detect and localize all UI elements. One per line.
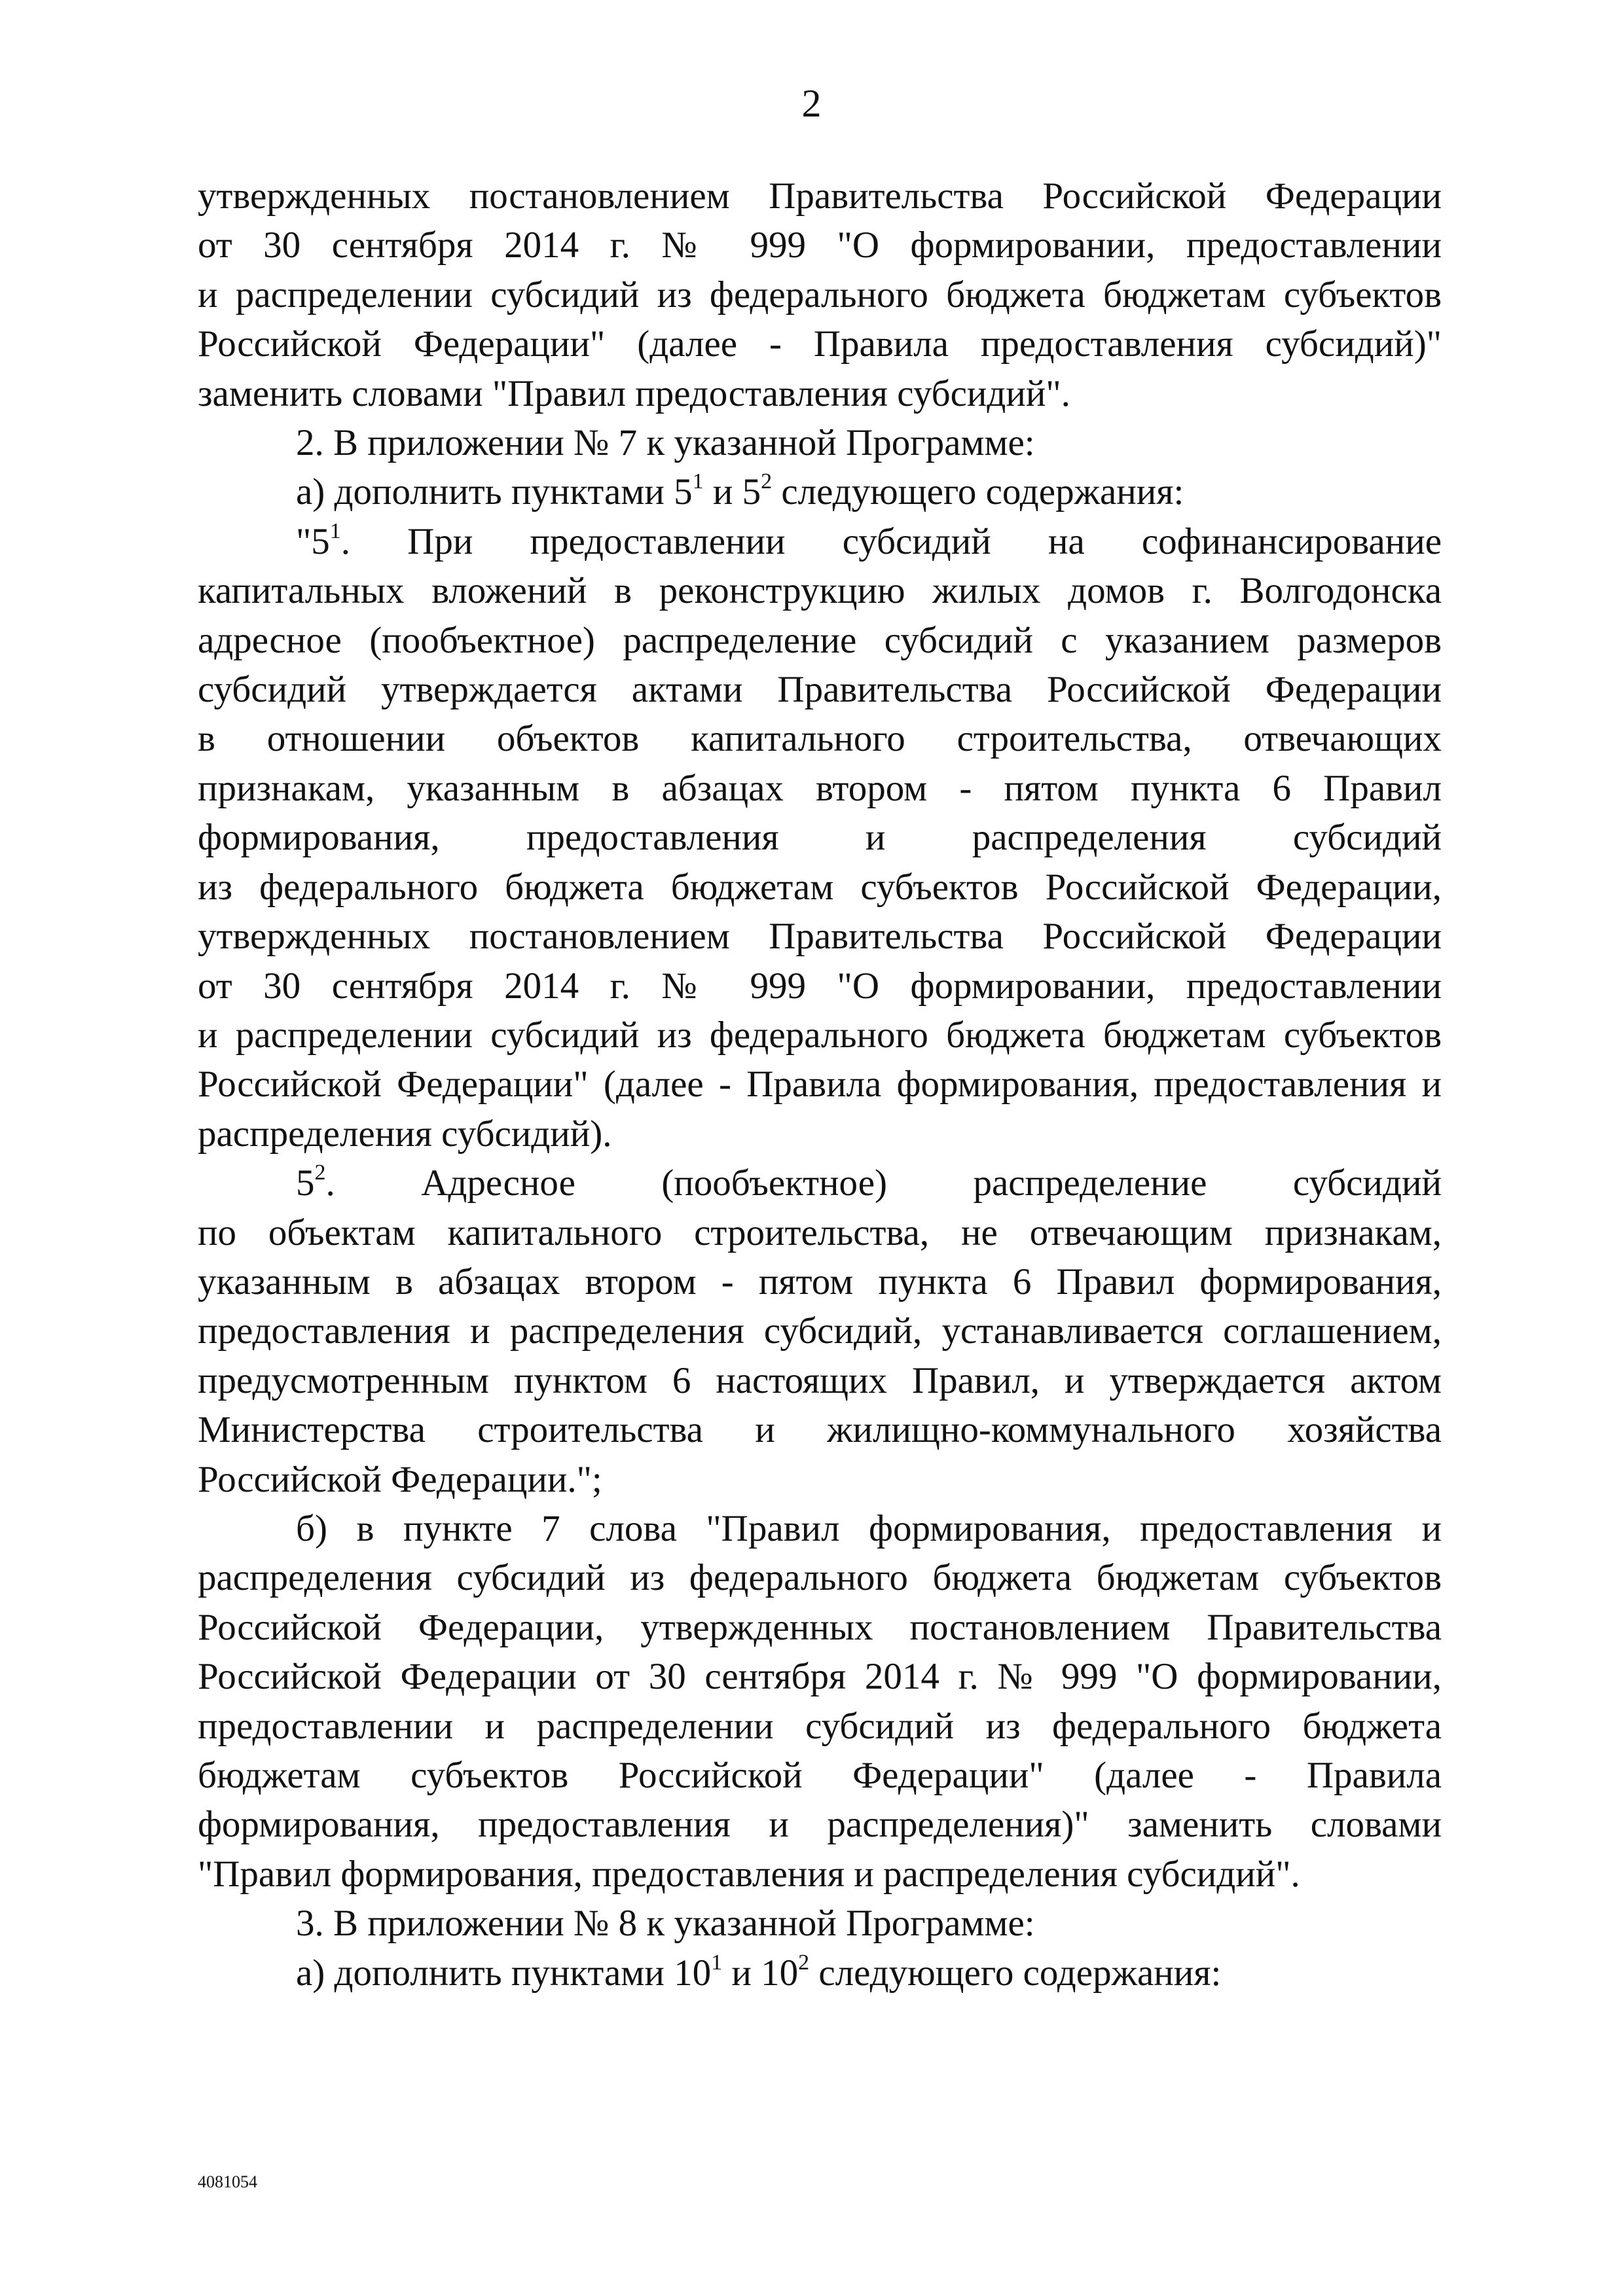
text-line	[198, 1553, 1442, 1602]
text-line	[198, 1800, 1442, 1849]
text-run: "Правил формирования, предоставления и распределения субсидий".	[198, 1853, 1300, 1895]
text-line	[198, 517, 1442, 566]
text-line	[198, 1011, 1442, 1060]
text-line	[198, 418, 1442, 467]
text-run: признакам, указанным в абзацах втором - пятом пункта 6 Правил	[198, 767, 1442, 809]
text-run: заменить словами "Правил предоставления субсидий".	[198, 372, 1070, 414]
text-line	[198, 1603, 1442, 1652]
text-line	[198, 714, 1442, 763]
superscript: 2	[798, 1950, 810, 1975]
text-run: распределения субсидий).	[198, 1113, 612, 1155]
text-run: бюджетам субъектов Российской Федерации" (далее - Правила	[198, 1755, 1442, 1796]
text-run: Российской Федерации, утвержденных постановлением Правительства	[198, 1606, 1442, 1648]
text-run: утвержденных постановлением Правительства Российской Федерации	[198, 916, 1442, 958]
text-run: 2. В приложении № 7 к указанной Программе:	[296, 422, 1035, 464]
text-run: из федерального бюджета бюджетам субъектов Российской Федерации,	[198, 866, 1442, 908]
text-run: Российской Федерации" (далее - Правила формирования, предоставления и	[198, 1064, 1442, 1105]
text-run: субсидий утверждается актами Правительства Российской Федерации	[198, 669, 1442, 711]
text-line	[198, 813, 1442, 862]
text-run: а) дополнить пунктами 10	[296, 1952, 712, 1994]
superscript: 2	[314, 1160, 326, 1185]
text-run: следующего содержания:	[809, 1952, 1222, 1994]
page-number: 2	[801, 82, 822, 125]
text-line	[198, 1702, 1442, 1751]
text-run: б) в пункте 7 слова "Правил формирования, предоставления и	[296, 1507, 1442, 1549]
superscript: 2	[761, 469, 773, 494]
text-line	[198, 863, 1442, 912]
text-line	[198, 467, 1442, 516]
text-run: и распределении субсидий из федерального бюджета бюджетам субъектов	[198, 1014, 1442, 1056]
text-line	[198, 171, 1442, 221]
superscript: 1	[329, 518, 341, 543]
text-line	[198, 1652, 1442, 1701]
text-run: "5	[296, 520, 330, 562]
text-run: 5	[296, 1162, 315, 1204]
text-run: формирования, предоставления и распределения субсидий	[198, 817, 1442, 859]
text-line	[198, 1356, 1442, 1405]
text-run: предоставления и распределения субсидий, устанавливается соглашением,	[198, 1310, 1442, 1352]
superscript: 1	[711, 1950, 723, 1975]
text-line	[198, 319, 1442, 368]
text-run: Российской Федерации от 30 сентября 2014 г. № 999 "О формировании,	[198, 1656, 1442, 1698]
text-run: и 5	[703, 471, 761, 513]
text-line	[198, 665, 1442, 714]
text-run: по объектам капитального строительства, не отвечающим признакам,	[198, 1211, 1442, 1253]
text-line	[198, 912, 1442, 961]
text-line	[198, 1306, 1442, 1355]
text-run: утвержденных постановлением Правительства Российской Федерации	[198, 175, 1442, 217]
text-line	[198, 1948, 1442, 1998]
text-line	[198, 1405, 1442, 1454]
superscript: 1	[692, 469, 704, 494]
text-line	[198, 764, 1442, 813]
text-line	[198, 1899, 1442, 1948]
text-run: и 10	[722, 1952, 799, 1994]
text-run: капитальных вложений в реконструкцию жилых домов г. Волгодонска	[198, 570, 1442, 612]
text-run: Российской Федерации.";	[198, 1458, 602, 1500]
text-line	[198, 1850, 1442, 1899]
text-line	[198, 1060, 1442, 1109]
text-line	[198, 566, 1442, 615]
text-run: от 30 сентября 2014 г. № 999 "О формировании, предоставлении	[198, 965, 1442, 1007]
text-run: формирования, предоставления и распределения)" заменить словами	[198, 1804, 1442, 1846]
text-run: от 30 сентября 2014 г. № 999 "О формировании, предоставлении	[198, 224, 1442, 266]
text-line	[198, 1109, 1442, 1158]
text-run: предусмотренным пунктом 6 настоящих Правил, и утверждается актом	[198, 1359, 1442, 1401]
text-line	[198, 616, 1442, 665]
text-line	[198, 369, 1442, 418]
text-run: 3. В приложении № 8 к указанной Программе:	[296, 1903, 1035, 1945]
text-line	[198, 270, 1442, 319]
text-run: Министерства строительства и жилищно-коммунального хозяйства	[198, 1409, 1442, 1451]
text-line	[198, 221, 1442, 270]
text-run: Российской Федерации" (далее - Правила предоставления субсидий)"	[198, 323, 1442, 365]
text-run: предоставлении и распределении субсидий из федерального бюджета	[198, 1705, 1442, 1747]
text-line	[198, 961, 1442, 1011]
text-run: а) дополнить пунктами 5	[296, 471, 693, 513]
text-run: следующего содержания:	[772, 471, 1184, 513]
document-id: 4081054	[198, 2172, 257, 2191]
text-run: и распределении субсидий из федерального бюджета бюджетам субъектов	[198, 274, 1442, 315]
text-run: адресное (пообъектное) распределение субсидий с указанием размеров	[198, 619, 1442, 661]
text-line	[198, 1158, 1442, 1208]
text-run: распределения субсидий из федерального бюджета бюджетам субъектов	[198, 1557, 1442, 1599]
text-run: . При предоставлении субсидий на софинансирование	[340, 520, 1442, 562]
text-run: в отношении объектов капитального строительства, отвечающих	[198, 718, 1442, 760]
text-line	[198, 1208, 1442, 1257]
text-line	[198, 1504, 1442, 1553]
text-run: указанным в абзацах втором - пятом пункта 6 Правил формирования,	[198, 1261, 1442, 1302]
text-run: . Адресное (пообъектное) распределение субсидий	[325, 1162, 1442, 1204]
text-line	[198, 1257, 1442, 1306]
text-line	[198, 1455, 1442, 1504]
document-body	[198, 171, 1442, 1998]
text-line	[198, 1751, 1442, 1800]
